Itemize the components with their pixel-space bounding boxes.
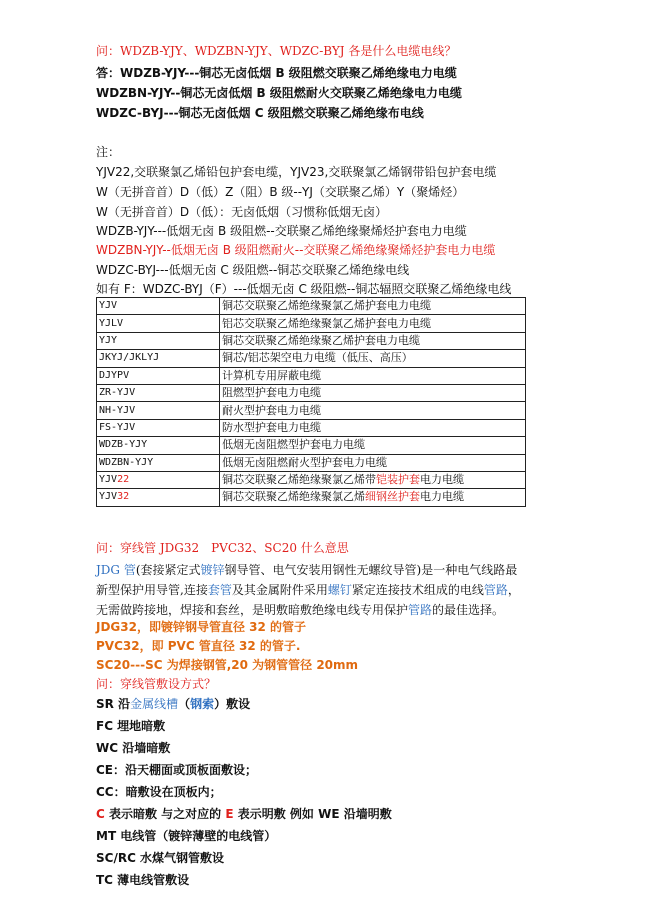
- table-row: [97, 437, 526, 454]
- def-sc20: SC20---SC 为焊接钢管,20 为钢管管径 20mm: [96, 658, 359, 672]
- table-row: [97, 350, 526, 367]
- cable-code: YJV: [97, 298, 220, 315]
- method-wc: WC 沿墙暗敷: [96, 741, 171, 755]
- text: (套接紧定式: [135, 563, 201, 577]
- cable-code: DJYPV: [97, 367, 220, 384]
- jdg-paragraph: [96, 560, 520, 620]
- desc-part: 电力电缆: [420, 473, 464, 487]
- cable-code: JKYJ/JKLYJ: [97, 350, 220, 367]
- note-line: WDZC-BYJ---低烟无卤 C 级阻燃--铜芯交联聚乙烯绝缘电线: [96, 263, 410, 277]
- desc-highlight: 铠装护套: [376, 473, 420, 487]
- table-row: [97, 332, 526, 349]
- code-base: YJV: [99, 491, 118, 503]
- text: 及其金属附件采用: [231, 583, 328, 597]
- answer-prefix: 答：: [96, 66, 121, 80]
- cable-code: YJY: [97, 332, 220, 349]
- text: 的最佳选择。: [432, 603, 505, 617]
- answer-text: WDZB-YJY---铜芯无卤低烟 B 级阻燃交联聚乙烯绝缘电力电缆: [120, 66, 457, 80]
- text: 无需做跨接地，焊接和套丝，是明敷暗敷绝缘电线专用保护: [96, 603, 409, 617]
- text: 紧定连接技术组成的电线: [351, 583, 484, 597]
- desc-part: 铜芯交联聚乙烯绝缘聚氯乙烯: [222, 490, 365, 504]
- method-sr: [96, 697, 250, 712]
- cable-code: WDZBN-YJY: [97, 454, 220, 471]
- jdg-line-2: [96, 580, 520, 600]
- link-steel-cable[interactable]: 钢索: [190, 697, 215, 711]
- letter-e: E: [225, 807, 234, 821]
- method-tc: TC 薄电线管敷设: [96, 873, 190, 887]
- table-row: [97, 489, 526, 506]
- text: 表示暗敷 与之对应的: [104, 807, 226, 821]
- letter-c: C: [96, 807, 105, 821]
- method-c-e: [96, 807, 392, 822]
- q1-question: 问：WDZB-YJY、WDZBN-YJY、WDZC-BYJ 各是什么电缆电线？: [96, 44, 457, 58]
- cable-desc: 防水型护套电力电缆: [220, 419, 526, 436]
- cable-spec-table: [96, 297, 526, 507]
- text: SR 沿: [96, 697, 131, 711]
- table-row: [97, 471, 526, 488]
- text: ，: [507, 583, 520, 597]
- note-line: W（无拼音首）D（低）Z（阻）B 级--YJ（交联聚乙烯）Y（聚烯烃）: [96, 185, 465, 199]
- cable-desc: 铜芯交联聚乙烯绝缘聚乙烯护套电力电缆: [220, 332, 526, 349]
- method-cc: CC：暗敷设在顶板内；: [96, 785, 222, 799]
- notes-heading: 注：: [96, 145, 121, 159]
- q2-question: 问：穿线管 JDG32 PVC32、SC20 什么意思: [96, 541, 349, 555]
- note-line: YJV22,交联聚氯乙烯铅包护套电缆，YJV23,交联聚氯乙烯钢带铅包护套电缆: [96, 165, 497, 179]
- link-pipeline[interactable]: 管路: [408, 603, 433, 617]
- table-row: [97, 298, 526, 315]
- q1-answer-3: WDZC-BYJ---铜芯无卤低烟 C 级阻燃交联聚乙烯绝缘布电线: [96, 106, 424, 120]
- note-line: W（无拼音首）D（低）：无卤低烟（习惯称低烟无卤）: [96, 205, 388, 219]
- code-base: YJV: [99, 474, 118, 486]
- link-screw[interactable]: 螺钉: [327, 583, 352, 597]
- cable-desc: 阻燃型护套电力电缆: [220, 384, 526, 401]
- jdg-line-3: [96, 600, 520, 620]
- cable-desc: [220, 489, 526, 506]
- q1-answer-1: [96, 66, 457, 81]
- link-galvanized[interactable]: 镀锌: [200, 563, 225, 577]
- table-row: [97, 384, 526, 401]
- cable-code: YJLV: [97, 315, 220, 332]
- note-line: WDZBN-YJY--低烟无卤 B 级阻燃耐火--交联聚乙烯绝缘聚烯烃护套电力电缆: [96, 243, 496, 257]
- def-jdg32: JDG32，即镀锌钢导管直径 32 的管子: [96, 620, 307, 634]
- link-pipeline[interactable]: 管路: [483, 583, 508, 597]
- text: （: [178, 697, 191, 711]
- cable-desc: 计算机专用屏蔽电缆: [220, 367, 526, 384]
- cable-code: WDZB-YJY: [97, 437, 220, 454]
- cable-desc: 铜芯交联聚乙烯绝缘聚氯乙烯护套电力电缆: [220, 298, 526, 315]
- method-mt: MT 电线管（镀锌薄壁的电线管）: [96, 829, 277, 843]
- note-line: WDZB-YJY---低烟无卤 B 级阻燃--交联聚乙烯绝缘聚烯烃护套电力电缆: [96, 224, 467, 238]
- method-sc-rc: SC/RC 水煤气钢管敷设: [96, 851, 225, 865]
- note-line: 如有 F：WDZC-BYJ（F）---低烟无卤 C 级阻燃--铜芯辐照交联聚乙烯绝缘电线: [96, 282, 512, 296]
- table-row: [97, 315, 526, 332]
- cable-desc: 铜芯/铝芯架空电力电缆（低压、高压）: [220, 350, 526, 367]
- link-sleeve[interactable]: 套管: [207, 583, 232, 597]
- cable-code: [97, 489, 220, 506]
- table-row: [97, 367, 526, 384]
- cable-desc: 耐火型护套电力电缆: [220, 402, 526, 419]
- link-jdg[interactable]: JDG 管: [96, 563, 136, 577]
- q1-answer-2: WDZBN-YJY--铜芯无卤低烟 B 级阻燃耐火交联聚乙烯绝缘电力电缆: [96, 86, 462, 100]
- q3-question: 问：穿线管敷设方式？: [96, 677, 217, 691]
- desc-part: 铜芯交联聚乙烯绝缘聚氯乙烯带: [222, 473, 376, 487]
- desc-part: 电力电缆: [420, 490, 464, 504]
- cable-desc: [220, 471, 526, 488]
- text: 新型保护用导管,连接: [96, 583, 208, 597]
- cable-code: NH-YJV: [97, 402, 220, 419]
- text: ）敷设: [214, 697, 251, 711]
- cable-code: [97, 471, 220, 488]
- cable-code: FS-YJV: [97, 419, 220, 436]
- def-pvc32: PVC32，即 PVC 管直径 32 的管子.: [96, 639, 301, 653]
- link-metal-trunking[interactable]: 金属线槽: [130, 697, 179, 711]
- text: 钢导管、电气安装用钢性无螺纹导管)是一种电气线路最: [224, 563, 518, 577]
- text: 表示明敷 例如 WE 沿墙明敷: [233, 807, 392, 821]
- cable-desc: 铝芯交联聚乙烯绝缘聚氯乙烯护套电力电缆: [220, 315, 526, 332]
- code-suffix: 32: [117, 491, 130, 503]
- cable-desc: 低烟无卤阻燃型护套电力电缆: [220, 437, 526, 454]
- jdg-line-1: [96, 560, 520, 580]
- method-ce: CE：沿天棚面或顶板面敷设；: [96, 763, 258, 777]
- cable-code: ZR-YJV: [97, 384, 220, 401]
- table-row: [97, 419, 526, 436]
- table-row: [97, 454, 526, 471]
- code-suffix: 22: [117, 474, 130, 486]
- method-fc: FC 埋地暗敷: [96, 719, 166, 733]
- cable-desc: 低烟无卤阻燃耐火型护套电力电缆: [220, 454, 526, 471]
- desc-highlight: 细钢丝护套: [365, 490, 420, 504]
- table-row: [97, 402, 526, 419]
